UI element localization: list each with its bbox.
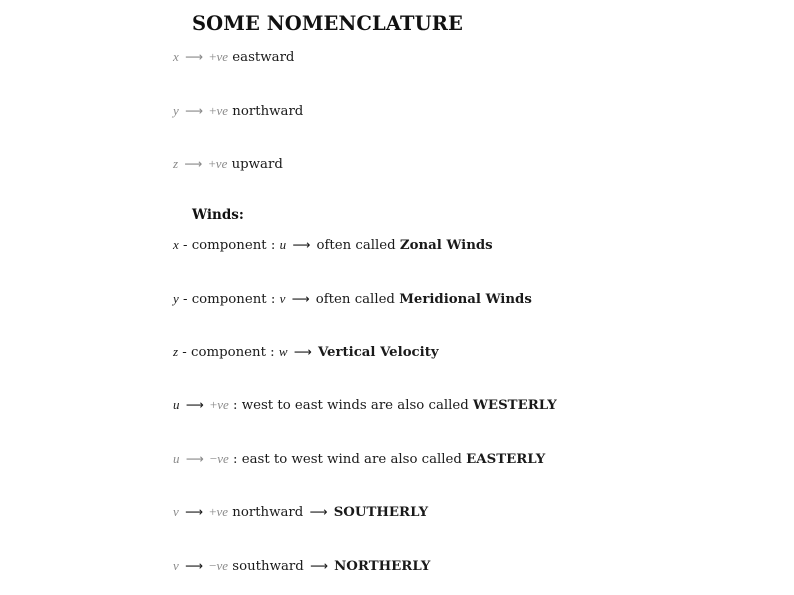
arrow-icon: ⟶ [309, 504, 328, 519]
axis-variable: x [173, 49, 179, 64]
wind-symbol: w [278, 344, 288, 359]
direction-text: southward [228, 559, 308, 574]
ve-symbol: ve [217, 451, 229, 466]
ve-symbol: ve [216, 504, 229, 519]
ve-symbol: ve [217, 397, 229, 412]
axis-variable: z [173, 344, 179, 359]
winds-heading: Winds: [192, 207, 244, 223]
direction-name: WESTERLY [473, 398, 557, 413]
wind-symbol: u [173, 451, 180, 466]
component-name: Zonal Winds [399, 238, 493, 253]
arrow-icon: ⟶ [310, 558, 328, 573]
direction-line-northerly [173, 557, 430, 575]
component-text: often called [311, 292, 400, 307]
arrow-icon: ⟶ [185, 103, 203, 118]
component-label: - component : [178, 238, 280, 253]
arrow-icon: ⟶ [184, 156, 203, 171]
arrow-icon: ⟶ [185, 504, 203, 519]
direction-name: NORTHERLY [334, 559, 431, 574]
arrow-icon: ⟶ [185, 558, 203, 573]
axis-variable: y [173, 103, 179, 118]
component-name: Vertical Velocity [317, 345, 439, 360]
direction-line-southerly [173, 503, 428, 521]
ve-symbol: ve [216, 558, 229, 573]
sign: − [209, 558, 217, 573]
page-title: SOME NOMENCLATURE [192, 12, 463, 35]
sign: − [209, 451, 218, 466]
direction-name: EASTERLY [466, 452, 546, 467]
arrow-icon: ⟶ [185, 49, 203, 64]
arrow-icon: ⟶ [293, 344, 312, 359]
ve-symbol: ve [216, 103, 229, 118]
wind-symbol: v [279, 291, 286, 306]
arrow-icon: ⟶ [185, 451, 204, 466]
arrow-icon: ⟶ [292, 237, 311, 252]
axis-variable: x [173, 237, 179, 252]
sign: + [209, 49, 217, 64]
axis-direction: eastward [232, 50, 295, 65]
sign: + [209, 397, 218, 412]
axis-direction: upward [231, 157, 283, 172]
direction-text: : west to east winds are also called [228, 398, 473, 413]
sign: + [208, 156, 216, 171]
direction-line-westerly [173, 396, 557, 414]
axis-variable: z [173, 156, 179, 171]
axis-line-z [173, 155, 283, 173]
axis-variable: y [173, 291, 179, 306]
component-label: - component : [178, 292, 280, 307]
axis-line-y [173, 102, 303, 120]
sign: + [209, 504, 217, 519]
wind-symbol: v [173, 504, 179, 519]
wind-symbol: u [173, 397, 180, 412]
arrow-icon: ⟶ [185, 397, 204, 412]
component-line-x [173, 236, 493, 254]
component-label: - component : [178, 345, 279, 360]
direction-line-easterly [173, 450, 545, 468]
wind-symbol: u [279, 237, 287, 252]
ve-symbol: ve [216, 49, 229, 64]
component-text: often called [312, 238, 400, 253]
direction-name: SOUTHERLY [333, 505, 429, 520]
arrow-icon: ⟶ [291, 291, 310, 306]
axis-direction: northward [232, 104, 304, 119]
component-line-z [173, 343, 439, 361]
axis-line-x [173, 48, 294, 66]
wind-symbol: v [173, 558, 179, 573]
component-line-y [173, 290, 532, 308]
direction-text: northward [228, 505, 308, 520]
direction-text: : east to west wind are also called [228, 452, 467, 467]
ve-symbol: ve [215, 156, 228, 171]
sign: + [209, 103, 217, 118]
component-name: Meridional Winds [399, 292, 532, 307]
